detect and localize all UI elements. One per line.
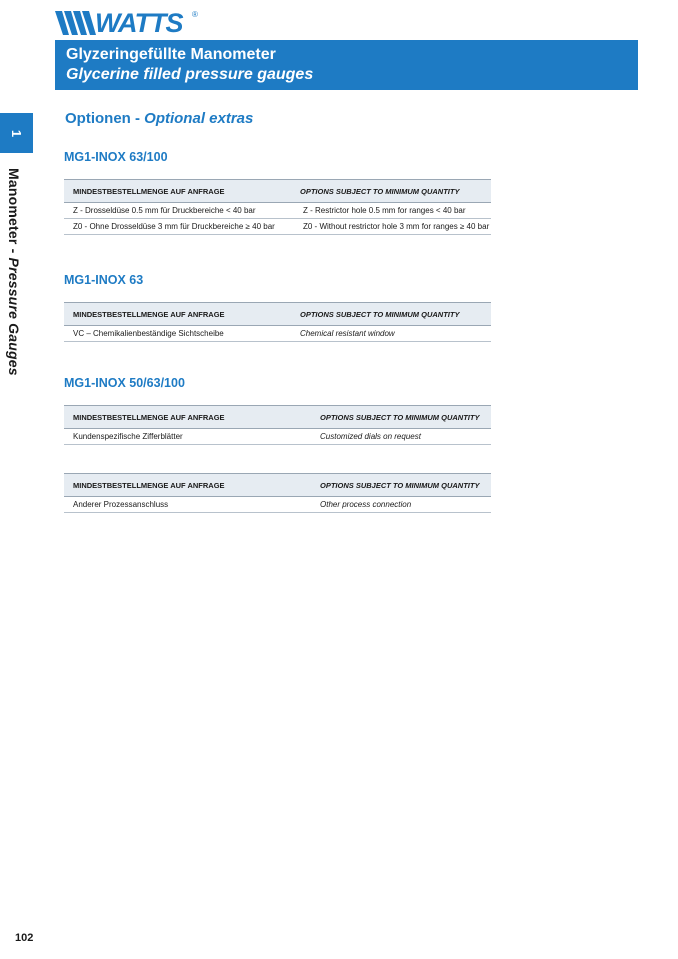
table-row — [64, 219, 491, 235]
table-row — [64, 429, 491, 445]
chapter-label — [6, 168, 22, 376]
page-title-en: Glycerine filled pressure gauges — [66, 66, 314, 83]
row-de: Kundenspezifische Zifferblätter — [64, 429, 314, 445]
chapter-label-de: Manometer - — [6, 168, 22, 258]
header-en: OPTIONS SUBJECT TO MINIMUM QUANTITY — [314, 474, 491, 497]
row-en: Z - Restrictor hole 0.5 mm for ranges < 40 bar — [294, 203, 491, 219]
table-header-row — [64, 303, 491, 326]
block-title: MG1-INOX 63 — [64, 273, 144, 287]
chapter-label-en: Pressure Gauges — [6, 257, 22, 376]
row-de: Z0 - Ohne Drosseldüse 3 mm für Druckbereiche ≥ 40 bar — [64, 219, 294, 235]
header-de: MINDESTBESTELLMENGE AUF ANFRAGE — [64, 474, 314, 497]
header-en: OPTIONS SUBJECT TO MINIMUM QUANTITY — [294, 303, 491, 326]
section-title-en: Optional extras — [144, 110, 254, 127]
watts-logo — [55, 8, 215, 38]
row-de: Z - Drosseldüse 0.5 mm für Druckbereiche < 40 bar — [64, 203, 294, 219]
row-de: VC – Chemikalienbeständige Sichtscheibe — [64, 326, 294, 342]
options-table — [64, 302, 491, 342]
table-row — [64, 326, 491, 342]
row-en: Customized dials on request — [314, 429, 491, 445]
chapter-tab — [0, 113, 33, 153]
brand-name: WATTS — [95, 8, 183, 38]
table-header-row — [64, 406, 491, 429]
row-en: Chemical resistant window — [294, 326, 491, 342]
row-en: Other process connection — [314, 497, 491, 513]
section-title-de: Optionen - — [65, 110, 145, 127]
header-de: MINDESTBESTELLMENGE AUF ANFRAGE — [64, 303, 294, 326]
section-title — [65, 110, 253, 127]
options-table — [64, 405, 491, 445]
page-title-de: Glyzeringefüllte Manometer — [66, 46, 276, 63]
table-header-row — [64, 180, 491, 203]
watts-logo-mark-icon — [55, 11, 99, 37]
chapter-number: 1 — [8, 129, 24, 137]
row-en: Z0 - Without restrictor hole 3 mm for ranges ≥ 40 bar — [294, 219, 491, 235]
page-number: 102 — [15, 932, 34, 944]
title-bar — [55, 40, 638, 90]
header-en: OPTIONS SUBJECT TO MINIMUM QUANTITY — [294, 180, 491, 203]
header-en: OPTIONS SUBJECT TO MINIMUM QUANTITY — [314, 406, 491, 429]
block-title: MG1-INOX 50/63/100 — [64, 376, 185, 390]
table-row — [64, 203, 491, 219]
registered-mark: ® — [192, 10, 198, 19]
block-title: MG1-INOX 63/100 — [64, 150, 168, 164]
row-de: Anderer Prozessanschluss — [64, 497, 314, 513]
table-header-row — [64, 474, 491, 497]
table-row — [64, 497, 491, 513]
header-de: MINDESTBESTELLMENGE AUF ANFRAGE — [64, 180, 294, 203]
header-de: MINDESTBESTELLMENGE AUF ANFRAGE — [64, 406, 314, 429]
options-table — [64, 179, 491, 235]
options-table — [64, 473, 491, 513]
